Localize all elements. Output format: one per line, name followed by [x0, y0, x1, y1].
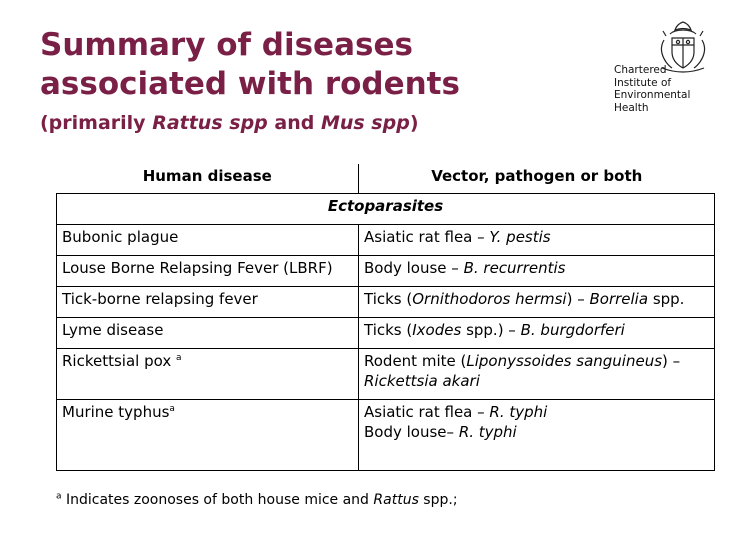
- diseases-table: [56, 164, 715, 471]
- pathogen-name: Borrelia: [589, 290, 649, 308]
- vector-text: Asiatic rat flea –: [364, 228, 490, 246]
- table-row: [57, 349, 715, 400]
- pathogen-name: R. typhi: [458, 423, 517, 441]
- footnote-marker: a: [56, 491, 62, 502]
- table-row: [57, 256, 715, 287]
- vector-cell: [359, 318, 715, 349]
- vector-species: Ixodes: [412, 321, 462, 339]
- subtitle-middle: and: [267, 112, 321, 134]
- vector-text: ) –: [566, 290, 590, 308]
- footnote-genus: Rattus: [373, 492, 419, 508]
- vector-text: spp.: [648, 290, 685, 308]
- vector-text: Body louse–: [364, 423, 459, 441]
- logo-wordmark: [614, 64, 690, 114]
- logo-line-4: Health: [614, 101, 649, 114]
- cieh-logo: [612, 18, 712, 118]
- title-line-1: Summary of diseases: [40, 27, 413, 63]
- logo-line-1: Chartered: [614, 64, 667, 76]
- vector-text: Asiatic rat flea –: [364, 403, 490, 421]
- vector-cell: [359, 256, 715, 287]
- disease-cell: [57, 400, 359, 471]
- table-row: [57, 225, 715, 256]
- vector-text: ) –: [662, 352, 681, 370]
- disease-cell: Louse Borne Relapsing Fever (LBRF): [57, 256, 359, 287]
- logo-line-2: Institute of: [614, 76, 672, 89]
- page-title: [40, 26, 460, 104]
- pathogen-name: Rickettsia akari: [364, 372, 480, 390]
- pathogen-name: R. typhi: [489, 403, 548, 421]
- vector-species: Liponyssoides sanguineus: [466, 352, 663, 370]
- vector-text: Body louse –: [364, 259, 464, 277]
- title-line-2: associated with rodents: [40, 66, 460, 102]
- vector-text: spp.) –: [461, 321, 521, 339]
- pathogen-name: Y. pestis: [489, 228, 551, 246]
- table-row: [57, 287, 715, 318]
- pathogen-name: B. recurrentis: [463, 259, 566, 277]
- footnote-text: spp.;: [418, 492, 458, 508]
- subtitle-genus-rattus: Rattus spp: [152, 112, 268, 134]
- disease-cell: [57, 349, 359, 400]
- vector-species: Ornithodoros hermsi: [412, 290, 567, 308]
- section-label: Ectoparasites: [57, 194, 715, 225]
- pathogen-name: B. burgdorferi: [520, 321, 625, 339]
- vector-text: Rodent mite (: [364, 352, 467, 370]
- logo-line-3: Environmental: [614, 89, 691, 101]
- footnote: [56, 492, 458, 508]
- vector-cell: [359, 400, 715, 471]
- table-row: [57, 318, 715, 349]
- section-row-ectoparasites: [57, 194, 715, 225]
- table-row: [57, 400, 715, 471]
- header-human-disease: Human disease: [57, 164, 359, 194]
- table-header-row: [57, 164, 715, 194]
- subtitle-prefix: (primarily: [40, 112, 153, 134]
- vector-cell: [359, 349, 715, 400]
- zoonosis-marker: a: [169, 404, 175, 414]
- disease-cell: Tick-borne relapsing fever: [57, 287, 359, 318]
- disease-cell: Lyme disease: [57, 318, 359, 349]
- disease-text: Rickettsial pox: [62, 352, 176, 370]
- subtitle-genus-mus: Mus spp: [320, 112, 410, 134]
- vector-text: Ticks (: [364, 290, 413, 308]
- disease-text: Murine typhus: [62, 403, 170, 421]
- vector-text: Ticks (: [364, 321, 413, 339]
- disease-cell: Bubonic plague: [57, 225, 359, 256]
- vector-cell: [359, 225, 715, 256]
- header-vector-pathogen: Vector, pathogen or both: [359, 164, 715, 194]
- subtitle-suffix: ): [409, 112, 419, 134]
- vector-cell: [359, 287, 715, 318]
- page-subtitle: [40, 110, 419, 136]
- zoonosis-marker: a: [175, 353, 182, 363]
- footnote-text: Indicates zoonoses of both house mice and: [61, 492, 374, 508]
